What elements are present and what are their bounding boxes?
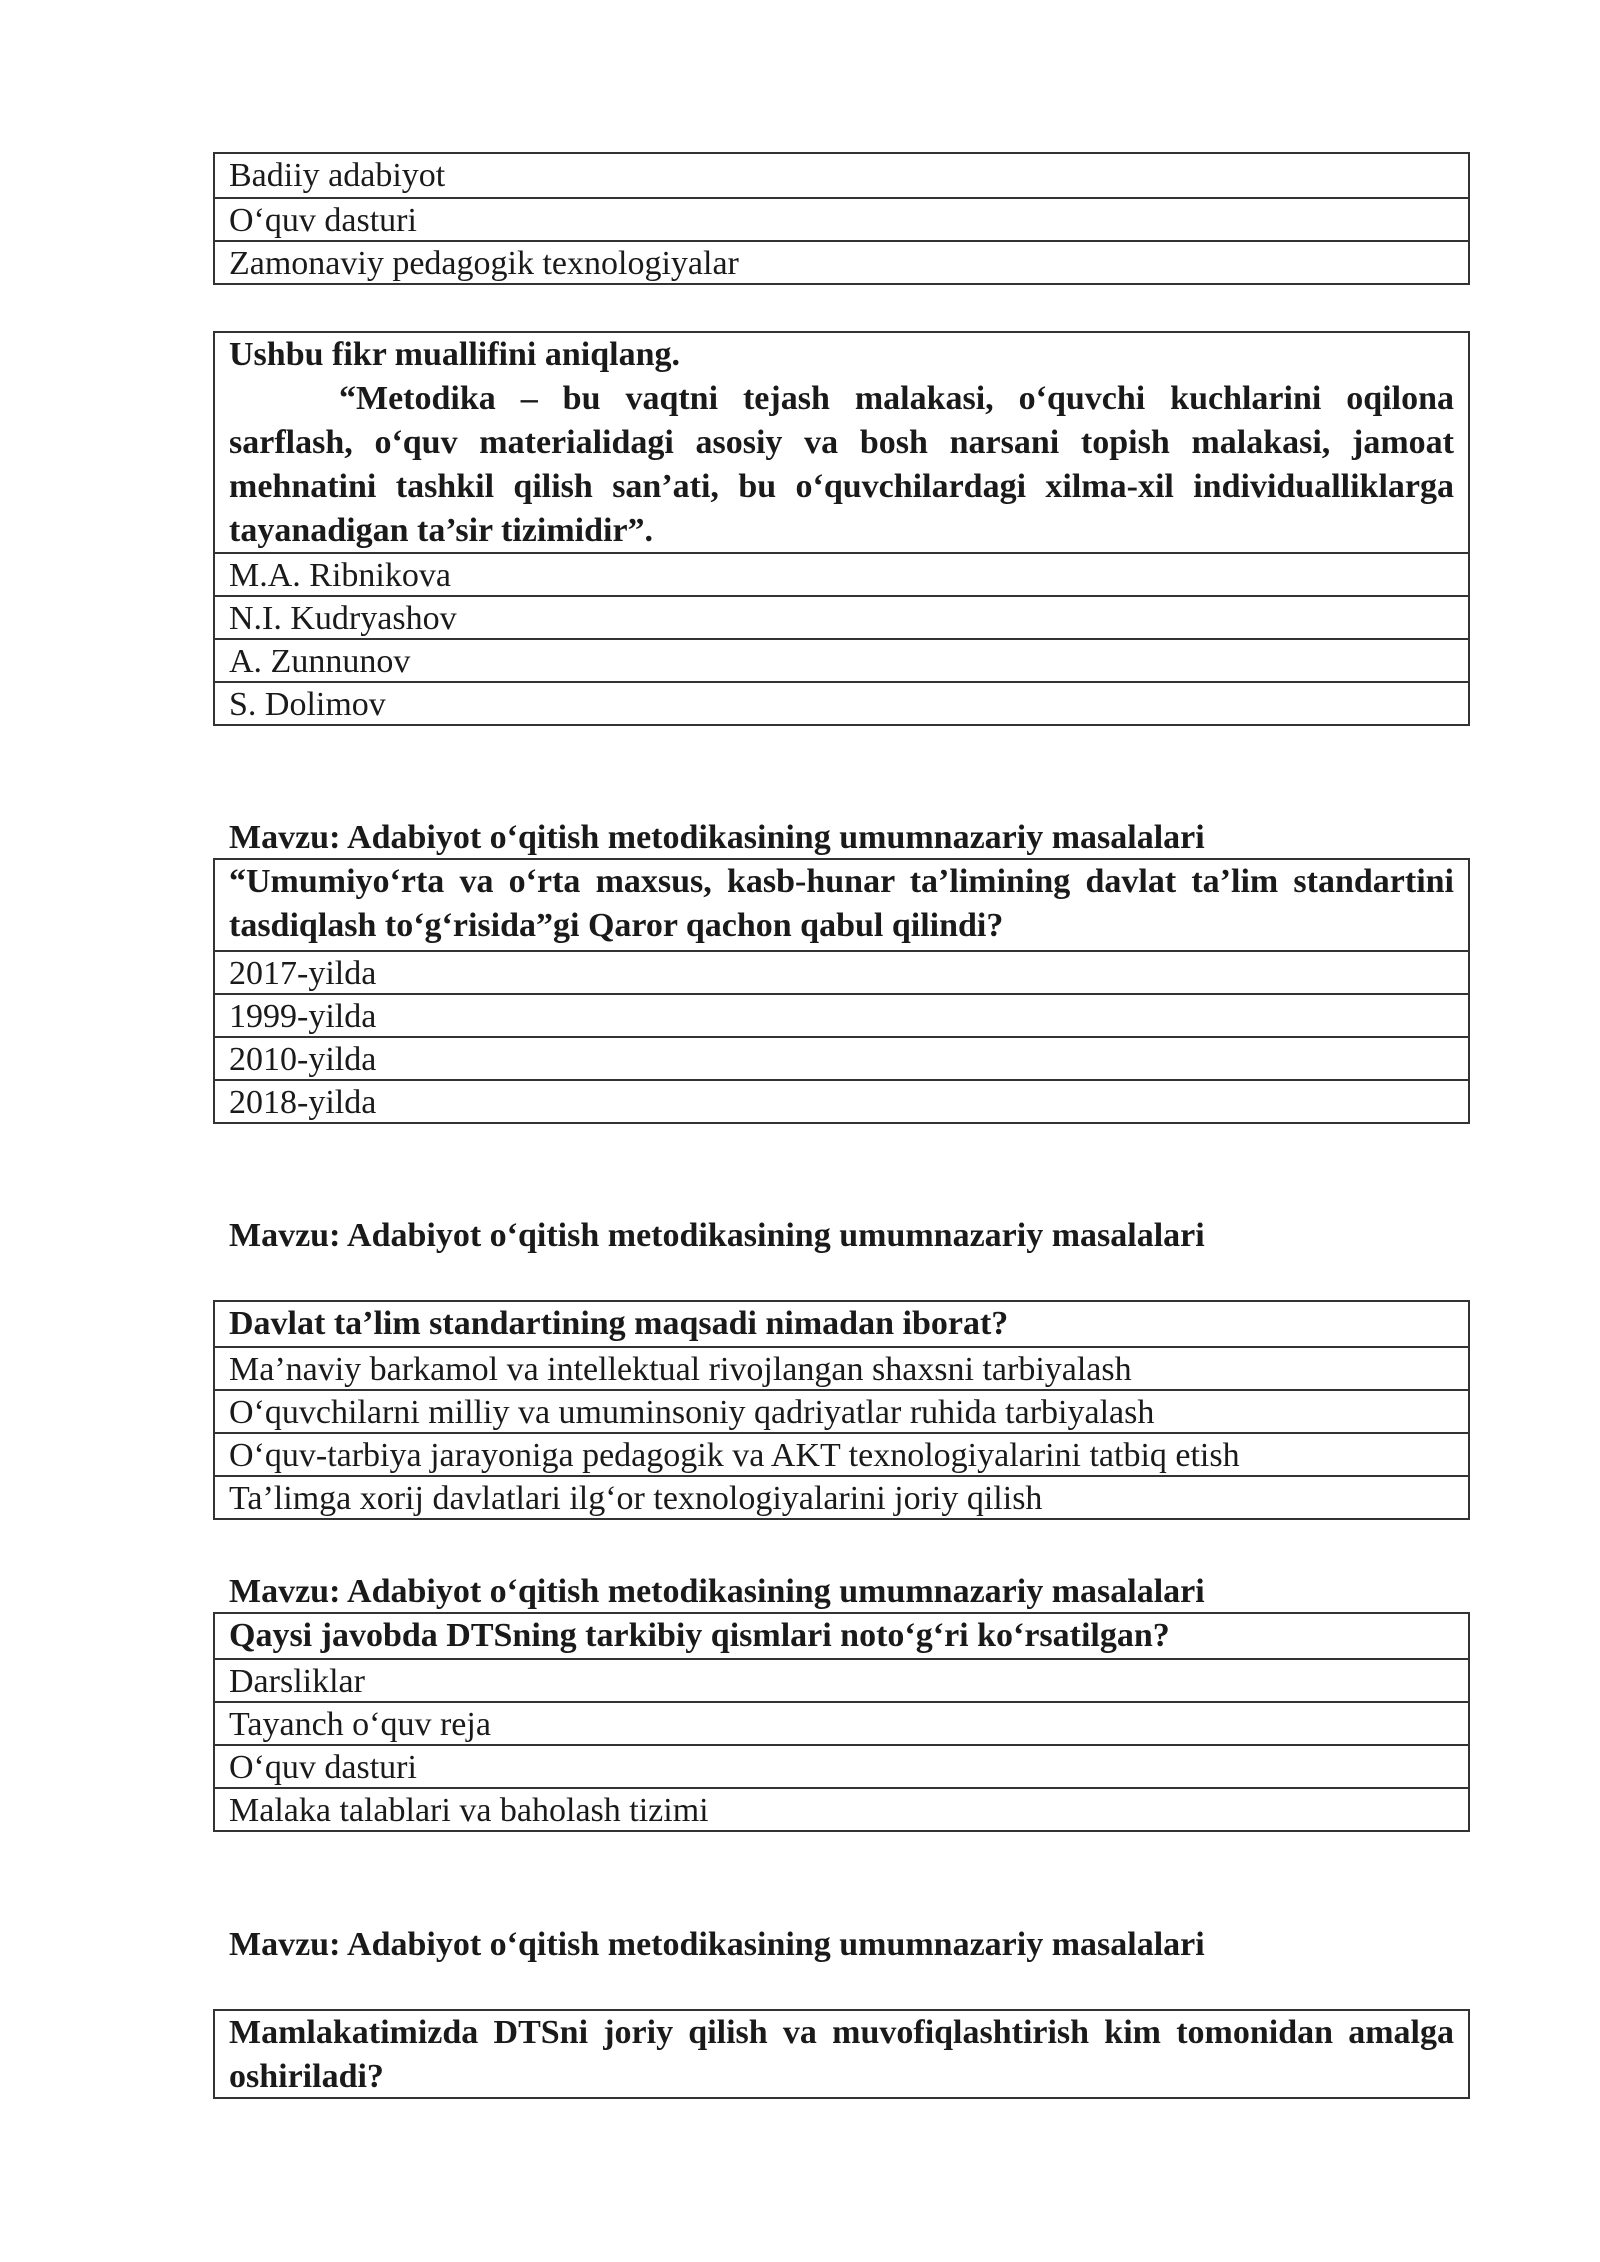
answer-option: O‘quv dasturi — [215, 1744, 1468, 1787]
answer-option: 2018-yilda — [215, 1079, 1468, 1122]
answer-option: Darsliklar — [215, 1658, 1468, 1701]
answer-option: O‘quv dasturi — [215, 197, 1468, 240]
answer-option: 2017-yilda — [215, 950, 1468, 993]
question-table-3 — [213, 858, 1470, 1124]
answer-option: Ma’naviy barkamol va intellektual rivojlangan shaxsni tarbiyalash — [215, 1346, 1468, 1389]
answer-option: Zamonaviy pedagogik texnologiyalar — [215, 240, 1468, 283]
answer-option: O‘quv-tarbiya jarayoniga pedagogik va AKT texnologiyalarini tatbiq etish — [215, 1432, 1468, 1475]
question-table-2 — [213, 331, 1470, 726]
answer-option: N.I. Kudryashov — [215, 595, 1468, 638]
answer-option: Tayanch o‘quv reja — [215, 1701, 1468, 1744]
answer-option: A. Zunnunov — [215, 638, 1468, 681]
answer-option: 2010-yilda — [215, 1036, 1468, 1079]
topic-heading: Mavzu: Adabiyot o‘qitish metodikasining umumnazariy masalalari — [229, 1926, 1205, 1963]
question-table-1 — [213, 152, 1470, 285]
question-table-4 — [213, 1300, 1470, 1520]
question-quote: “Metodika – bu vaqtni tejash malakasi, o‘quvchi kuchlarini oqilona sarflash, o‘quv materialidagi asosiy va bosh narsani topish malakasi, jamoat mehnatini tashkil qilish san’ati, bu o‘quvchilardagi xilma-xil individualliklarga tayanadigan ta’sir tizimidir”. — [229, 380, 1454, 549]
answer-option: Malaka talablari va baholash tizimi — [215, 1787, 1468, 1830]
question-prompt: Ushbu fikr muallifini aniqlang. — [229, 336, 680, 373]
topic-heading: Mavzu: Adabiyot o‘qitish metodikasining umumnazariy masalalari — [229, 1217, 1205, 1254]
question-text: Mamlakatimizda DTSni joriy qilish va muvofiqlashtirish kim tomonidan amalga oshiriladi? — [229, 2014, 1454, 2095]
answer-option: M.A. Ribnikova — [215, 552, 1468, 595]
answer-option: Badiiy adabiyot — [229, 157, 446, 194]
topic-heading: Mavzu: Adabiyot o‘qitish metodikasining umumnazariy masalalari — [229, 819, 1205, 856]
answer-option: S. Dolimov — [215, 681, 1468, 724]
topic-heading: Mavzu: Adabiyot o‘qitish metodikasining umumnazariy masalalari — [229, 1573, 1205, 1610]
question-table-6 — [213, 2009, 1470, 2099]
answer-option: Ta’limga xorij davlatlari ilg‘or texnologiyalarini joriy qilish — [215, 1475, 1468, 1518]
question-text: Davlat ta’lim standartining maqsadi nimadan iborat? — [229, 1305, 1009, 1342]
answer-option: O‘quvchilarni milliy va umuminsoniy qadriyatlar ruhida tarbiyalash — [215, 1389, 1468, 1432]
question-text: “Umumiyo‘rta va o‘rta maxsus, kasb-hunar ta’limining davlat ta’lim standartini tasdiqlash to‘g‘risida”gi Qaror qachon qabul qilindi? — [229, 863, 1454, 944]
question-text: Qaysi javobda DTSning tarkibiy qismlari noto‘g‘ri ko‘rsatilgan? — [229, 1617, 1170, 1654]
question-text — [215, 333, 1468, 552]
answer-option: 1999-yilda — [215, 993, 1468, 1036]
question-table-5 — [213, 1612, 1470, 1832]
